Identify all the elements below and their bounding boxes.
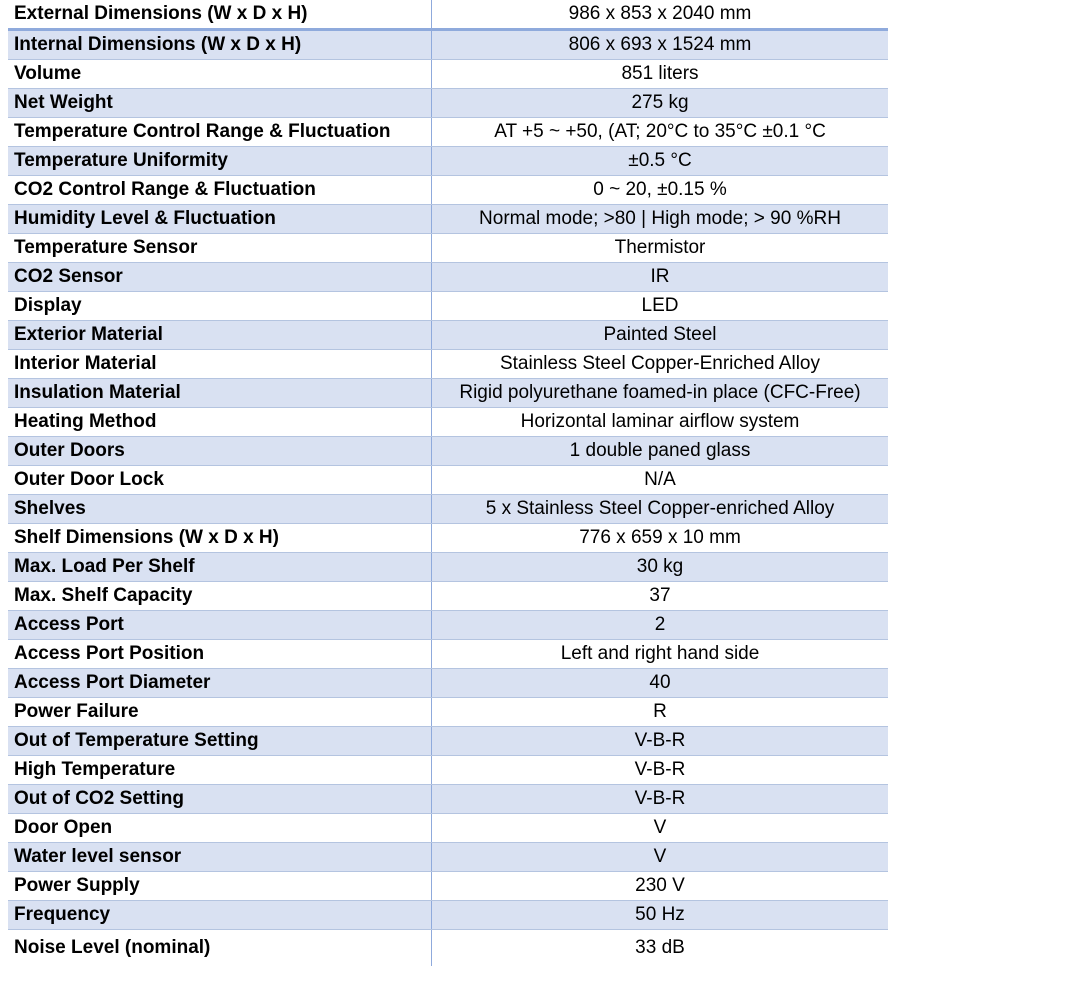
spec-row	[8, 89, 888, 118]
spec-row	[8, 205, 888, 234]
spec-row	[8, 814, 888, 843]
spec-value: 33 dB	[635, 937, 685, 958]
spec-row	[8, 147, 888, 176]
spec-row	[8, 872, 888, 901]
spec-row	[8, 408, 888, 437]
spec-value: 40	[432, 669, 889, 698]
spec-value: 776 x 659 x 10 mm	[432, 524, 889, 553]
spec-value: IR	[432, 263, 889, 292]
spec-row	[8, 30, 888, 60]
spec-value: R	[432, 698, 889, 727]
spec-label: Water level sensor	[8, 843, 432, 872]
spec-row	[8, 669, 888, 698]
spec-row	[8, 234, 888, 263]
spec-label: Volume	[8, 60, 432, 89]
spec-label: Shelves	[8, 495, 432, 524]
spec-label: CO2 Sensor	[8, 263, 432, 292]
spec-label: Out of Temperature Setting	[8, 727, 432, 756]
spec-value: V-B-R	[432, 727, 889, 756]
spec-value: Thermistor	[432, 234, 889, 263]
spec-row	[8, 321, 888, 350]
spec-value: 2	[432, 611, 889, 640]
spec-row	[8, 437, 888, 466]
spec-value: AT +5 ~ +50, (AT; 20°C to 35°C ±0.1 °C	[432, 118, 889, 147]
spec-value: V	[432, 843, 889, 872]
spec-value: 37	[432, 582, 889, 611]
spec-label: High Temperature	[8, 756, 432, 785]
spec-value: 0 ~ 20, ±0.15 %	[432, 176, 889, 205]
spec-value: 851 liters	[432, 60, 889, 89]
spec-value: Horizontal laminar airflow system	[432, 408, 889, 437]
spec-value: Left and right hand side	[432, 640, 889, 669]
spec-row	[8, 118, 888, 147]
spec-label: Frequency	[8, 901, 432, 930]
spec-row	[8, 495, 888, 524]
spec-label: Access Port Position	[8, 640, 432, 669]
spec-value: N/A	[432, 466, 889, 495]
spec-label: Noise Level (nominal)	[8, 930, 432, 967]
spec-value: 806 x 693 x 1524 mm	[432, 30, 889, 60]
spec-label: Door Open	[8, 814, 432, 843]
spec-label: External Dimensions (W x D x H)	[8, 0, 432, 30]
spec-row	[8, 930, 888, 967]
spec-label: Temperature Sensor	[8, 234, 432, 263]
spec-row	[8, 843, 888, 872]
spec-label: Access Port	[8, 611, 432, 640]
spec-row	[8, 350, 888, 379]
spec-value: Normal mode; >80 | High mode; > 90 %RH	[432, 205, 889, 234]
spec-label: Temperature Uniformity	[8, 147, 432, 176]
spec-value: V	[432, 814, 889, 843]
spec-value: Stainless Steel Copper-Enriched Alloy	[432, 350, 889, 379]
spec-value: V-B-R	[432, 756, 889, 785]
spec-row	[8, 727, 888, 756]
spec-label: Access Port Diameter	[8, 669, 432, 698]
spec-label: CO2 Control Range & Fluctuation	[8, 176, 432, 205]
specifications-table-body	[8, 0, 888, 966]
spec-value: 230 V	[432, 872, 889, 901]
spec-value: LED	[432, 292, 889, 321]
spec-row	[8, 379, 888, 408]
spec-label: Power Supply	[8, 872, 432, 901]
specifications-table	[8, 0, 888, 966]
spec-label: Temperature Control Range & Fluctuation	[8, 118, 432, 147]
spec-label: Max. Load Per Shelf	[8, 553, 432, 582]
spec-label: Net Weight	[8, 89, 432, 118]
spec-row	[8, 176, 888, 205]
spec-row	[8, 263, 888, 292]
spec-row	[8, 524, 888, 553]
spec-row	[8, 785, 888, 814]
spec-value: ±0.5 °C	[432, 147, 889, 176]
spec-label: Heating Method	[8, 408, 432, 437]
spec-row	[8, 611, 888, 640]
spec-label: Max. Shelf Capacity	[8, 582, 432, 611]
spec-label: Out of CO2 Setting	[8, 785, 432, 814]
spec-value: 30 kg	[432, 553, 889, 582]
spec-row	[8, 901, 888, 930]
spec-row	[8, 640, 888, 669]
spec-label: Insulation Material	[8, 379, 432, 408]
spec-value: 50 Hz	[432, 901, 889, 930]
spec-label: Shelf Dimensions (W x D x H)	[8, 524, 432, 553]
spec-row	[8, 466, 888, 495]
spec-label: Interior Material	[8, 350, 432, 379]
spec-row	[8, 60, 888, 89]
spec-value: V-B-R	[432, 785, 889, 814]
spec-row	[8, 0, 888, 30]
spec-value: 1 double paned glass	[432, 437, 889, 466]
spec-row	[8, 756, 888, 785]
spec-value: 275 kg	[432, 89, 889, 118]
spec-label: Internal Dimensions (W x D x H)	[8, 30, 432, 60]
spec-label: Power Failure	[8, 698, 432, 727]
spec-label: Outer Door Lock	[8, 466, 432, 495]
spec-label: Outer Doors	[8, 437, 432, 466]
spec-row	[8, 698, 888, 727]
spec-label: Humidity Level & Fluctuation	[8, 205, 432, 234]
spec-label: Display	[8, 292, 432, 321]
spec-row	[8, 582, 888, 611]
spec-value: Rigid polyurethane foamed-in place (CFC-Free)	[432, 379, 889, 408]
spec-row	[8, 292, 888, 321]
spec-value: 986 x 853 x 2040 mm	[432, 0, 889, 30]
spec-value: 5 x Stainless Steel Copper-enriched Alloy	[432, 495, 889, 524]
spec-value: Painted Steel	[432, 321, 889, 350]
spec-label: Exterior Material	[8, 321, 432, 350]
spec-row	[8, 553, 888, 582]
